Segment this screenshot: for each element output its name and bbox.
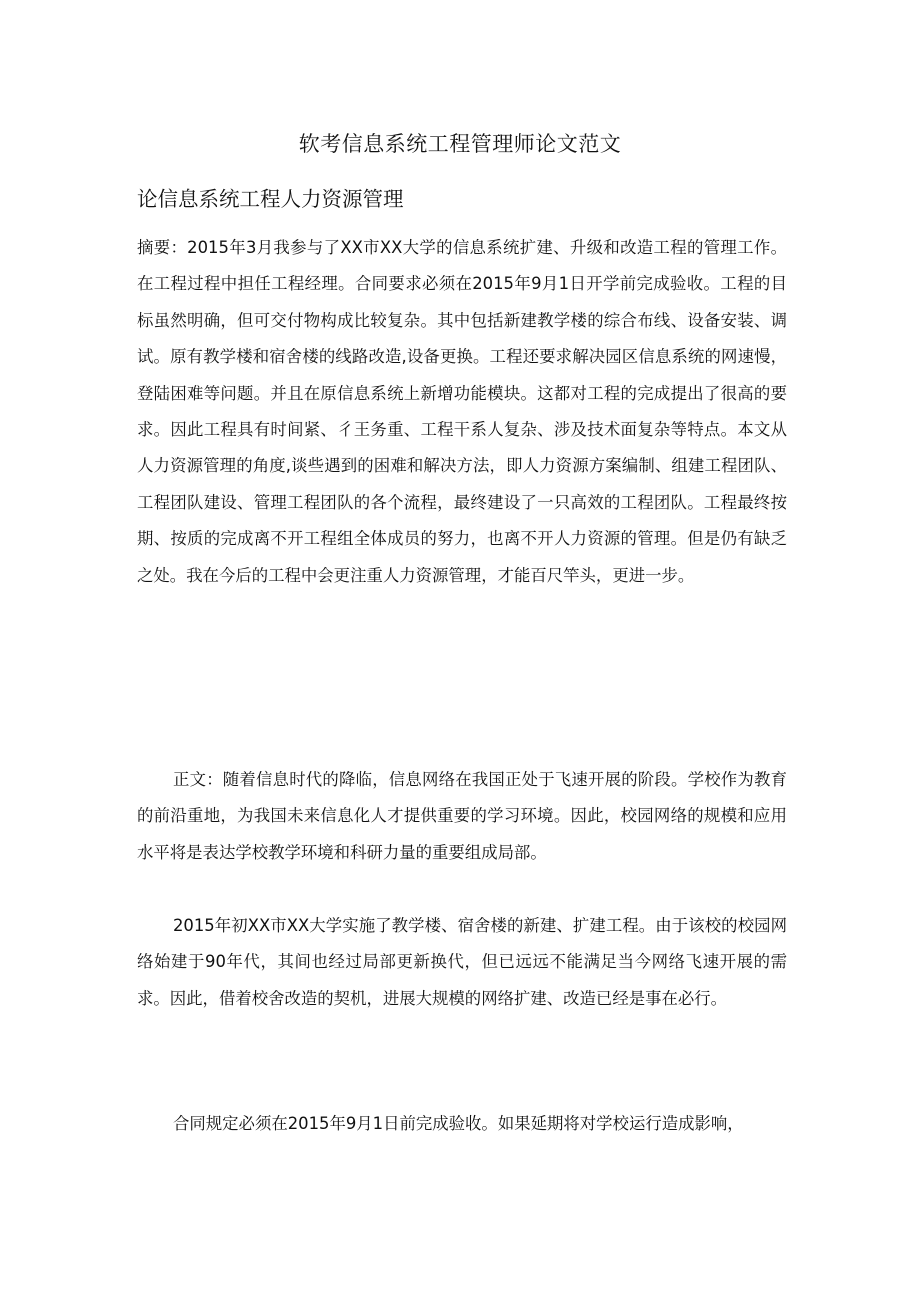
body-paragraph: 合同规定必须在2015年9月1日前完成验收。如果延期将对学校运行造成影响， bbox=[173, 1114, 744, 1133]
body-paragraph: 正文：随着信息时代的降临，信息网络在我国正处于飞速开展的阶段。学校作为教育的前沿重地，为我国未来信息化人才提供重要的学习环境。因此，校园网络的规模和应用水平将是表达学校教学环境和科研力量的重要组成局部。 bbox=[137, 770, 787, 862]
abstract-paragraph: 摘要：2015年3月我参与了XX市XX大学的信息系统扩建、升级和改造工程的管理工作。在工程过程中担任工程经理。合同要求必须在2015年9月1日开学前完成验收。工程的目标虽然明确，但可交付物构成比较复杂。其中包括新建教学楼的综合布线、设备安装、调试。原有教学楼和宿舍楼的线路改造,设备更换。工程还要求解决园区信息系统的网速慢，登陆困难等问题。并且在原信息系统上新增功能模块。这都对工程的完成提出了很高的要求。因此工程具有时间紧、彳王务重、工程干系人复杂、涉及技术面复杂等特点。本文从人力资源管理的角度,谈些遇到的困难和解决方法，即人力资源方案编制、组建工程团队、工程团队建设、管理工程团队的各个流程，最终建设了一只高效的工程团队。工程最终按期、按质的完成离不开工程组全体成员的努力，也离不开人力资源的管理。但是仍有缺乏之处。我在今后的工程中会更注重人力资源管理，才能百尺竿头，更进一步。 bbox=[137, 238, 787, 585]
document-title: 软考信息系统工程管理师论文范文 bbox=[298, 132, 622, 156]
document-subtitle: 论信息系统工程人力资源管理 bbox=[137, 187, 404, 211]
body-paragraph: 2015年初XX市XX大学实施了教学楼、宿舍楼的新建、扩建工程。由于该校的校园网络始建于90年代，其间也经过局部更新换代，但已远远不能满足当今网络飞速开展的需求。因此，借着校舍改造的契机，进展大规模的网络扩建、改造已经是事在必行。 bbox=[137, 916, 787, 1008]
